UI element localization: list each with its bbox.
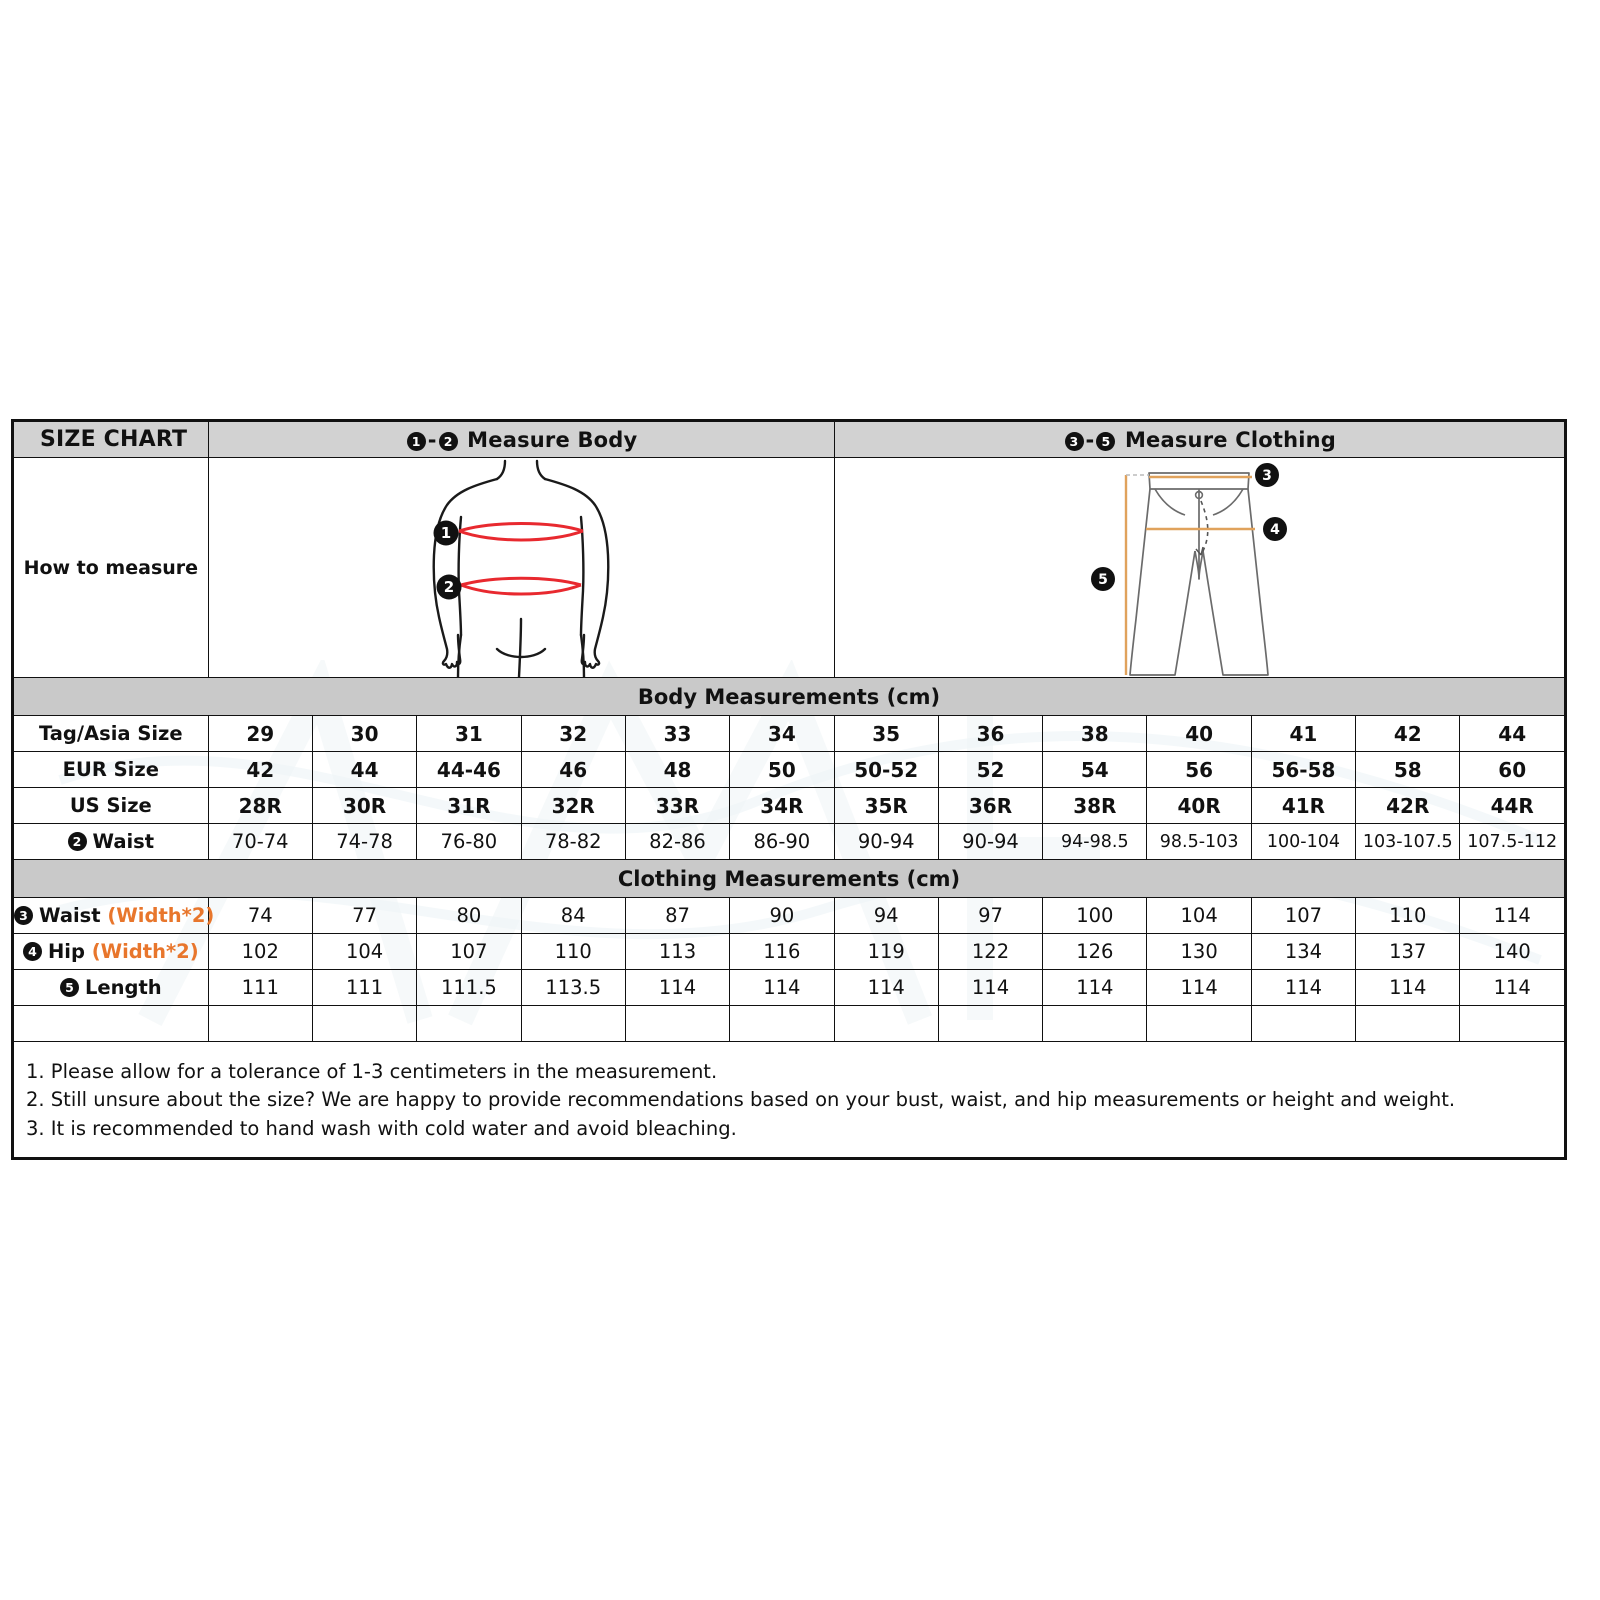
cell: 41R — [1251, 788, 1355, 824]
cell: 32 — [521, 716, 625, 752]
cell: 42 — [1356, 716, 1460, 752]
cell: 100-104 — [1251, 824, 1355, 860]
cell: 94 — [834, 898, 938, 934]
cell: 114 — [1147, 970, 1251, 1006]
table-header-row — [14, 422, 1565, 458]
cell: 87 — [625, 898, 729, 934]
cell: 56-58 — [1251, 752, 1355, 788]
measure-clothing-label: Measure Clothing — [1124, 427, 1337, 452]
cell: 31 — [417, 716, 521, 752]
cell: 78-82 — [521, 824, 625, 860]
cell: 33 — [625, 716, 729, 752]
marker-1-icon: 1 — [407, 432, 426, 451]
cell: 44-46 — [417, 752, 521, 788]
measure-clothing-header — [834, 422, 1564, 458]
svg-text:1: 1 — [440, 523, 452, 542]
cell — [521, 1006, 625, 1042]
cell: 35R — [834, 788, 938, 824]
cell: 42 — [208, 752, 312, 788]
cell — [1043, 1006, 1147, 1042]
row-label-us-size: US Size — [14, 788, 209, 824]
cell — [14, 1006, 209, 1042]
size-chart-table-wrapper — [11, 419, 1567, 1160]
row-label-text: Waist — [39, 904, 101, 927]
cell — [730, 1006, 834, 1042]
row-label-tag-asia-size: Tag/Asia Size — [14, 716, 209, 752]
pants-figure-icon — [1089, 459, 1309, 677]
cell: 41 — [1251, 716, 1355, 752]
clothing-measurements-section-header — [14, 860, 1565, 898]
row-label-clothing-waist — [14, 898, 215, 934]
cell: 58 — [1356, 752, 1460, 788]
note-item: 2. Still unsure about the size? We are happy to provide recommendations based on your bust, waist, and hip measurements or height and weight. — [26, 1088, 1456, 1112]
cell: 46 — [521, 752, 625, 788]
size-chart-title: SIZE CHART — [14, 422, 209, 458]
dash-separator-2: - — [1085, 427, 1095, 452]
body-figure-icon — [401, 459, 641, 677]
cell: 104 — [312, 934, 416, 970]
cell: 30 — [312, 716, 416, 752]
body-marker-1-icon — [434, 520, 459, 545]
measure-body-header — [208, 422, 834, 458]
cell: 50 — [730, 752, 834, 788]
cell: 107 — [1251, 898, 1355, 934]
row-label-suffix: (Width*2) — [107, 904, 215, 927]
cell: 114 — [730, 970, 834, 1006]
cell — [417, 1006, 521, 1042]
cell: 97 — [938, 898, 1042, 934]
cell: 82-86 — [625, 824, 729, 860]
cell: 50-52 — [834, 752, 938, 788]
cell: 90 — [730, 898, 834, 934]
cell: 86-90 — [730, 824, 834, 860]
cell: 113 — [625, 934, 729, 970]
cell — [834, 1006, 938, 1042]
cell: 114 — [1460, 898, 1565, 934]
cell: 114 — [1356, 970, 1460, 1006]
row-label-eur-size: EUR Size — [14, 752, 209, 788]
clothing-illustration-cell — [834, 458, 1564, 678]
cell: 114 — [1251, 970, 1355, 1006]
cell: 40R — [1147, 788, 1251, 824]
table-row — [14, 934, 1565, 970]
cell: 74 — [208, 898, 312, 934]
cell: 137 — [1356, 934, 1460, 970]
cell: 111 — [208, 970, 312, 1006]
cell: 130 — [1147, 934, 1251, 970]
cell — [1251, 1006, 1355, 1042]
cell: 100 — [1043, 898, 1147, 934]
cell: 34 — [730, 716, 834, 752]
how-to-measure-label: How to measure — [14, 458, 209, 678]
table-row — [14, 898, 1565, 934]
cell: 44 — [312, 752, 416, 788]
cell: 56 — [1147, 752, 1251, 788]
cell: 36 — [938, 716, 1042, 752]
cell: 107 — [417, 934, 521, 970]
body-illustration-cell — [208, 458, 834, 678]
cell: 38R — [1043, 788, 1147, 824]
cell: 40 — [1147, 716, 1251, 752]
cell — [312, 1006, 416, 1042]
cell: 111 — [312, 970, 416, 1006]
marker-4-icon: 4 — [23, 942, 42, 961]
cell: 126 — [1043, 934, 1147, 970]
table-row — [14, 752, 1565, 788]
cell: 74-78 — [312, 824, 416, 860]
marker-2-icon: 2 — [68, 832, 87, 851]
cell — [1147, 1006, 1251, 1042]
row-label-text: Hip — [47, 940, 85, 963]
cell: 28R — [208, 788, 312, 824]
cell: 140 — [1460, 934, 1565, 970]
table-row — [14, 824, 1565, 860]
row-label-body-waist — [14, 824, 209, 860]
cell: 48 — [625, 752, 729, 788]
cell: 33R — [625, 788, 729, 824]
row-label-suffix: (Width*2) — [91, 940, 199, 963]
cell: 77 — [312, 898, 416, 934]
marker-3-icon: 3 — [14, 906, 33, 925]
row-label-text: Waist — [92, 830, 155, 853]
cell: 36R — [938, 788, 1042, 824]
cell: 44 — [1460, 716, 1565, 752]
cell: 110 — [1356, 898, 1460, 934]
cell — [208, 1006, 312, 1042]
pants-marker-5-icon — [1091, 567, 1115, 591]
cell: 114 — [1043, 970, 1147, 1006]
size-chart-table — [13, 421, 1565, 1042]
cell: 134 — [1251, 934, 1355, 970]
svg-text:4: 4 — [1270, 521, 1281, 538]
cell: 114 — [1460, 970, 1565, 1006]
svg-text:3: 3 — [1262, 467, 1273, 484]
table-row — [14, 970, 1565, 1006]
cell: 103-107.5 — [1356, 824, 1460, 860]
cell: 94-98.5 — [1043, 824, 1147, 860]
cell: 113.5 — [521, 970, 625, 1006]
cell — [1460, 1006, 1565, 1042]
notes-block — [13, 1042, 1565, 1158]
marker-5-icon: 5 — [1096, 432, 1115, 451]
cell — [938, 1006, 1042, 1042]
cell: 122 — [938, 934, 1042, 970]
marker-5-icon: 5 — [60, 978, 79, 997]
cell: 31R — [417, 788, 521, 824]
cell: 111.5 — [417, 970, 521, 1006]
cell: 30R — [312, 788, 416, 824]
note-item: 3. It is recommended to hand wash with cold water and avoid bleaching. — [26, 1116, 737, 1140]
cell: 54 — [1043, 752, 1147, 788]
marker-2-icon: 2 — [439, 432, 458, 451]
note-item: 1. Please allow for a tolerance of 1-3 centimeters in the measurement. — [26, 1060, 718, 1083]
body-marker-2-icon — [437, 574, 462, 599]
pants-marker-3-icon — [1255, 463, 1279, 487]
table-row — [14, 788, 1565, 824]
cell: 84 — [521, 898, 625, 934]
body-measurements-label: Body Measurements (cm) — [14, 678, 1565, 716]
cell: 52 — [938, 752, 1042, 788]
cell — [1356, 1006, 1460, 1042]
cell: 116 — [730, 934, 834, 970]
pants-marker-4-icon — [1263, 517, 1287, 541]
row-label-clothing-length — [14, 970, 209, 1006]
cell: 114 — [625, 970, 729, 1006]
illustration-row — [14, 458, 1565, 678]
cell: 35 — [834, 716, 938, 752]
cell: 90-94 — [834, 824, 938, 860]
cell: 70-74 — [208, 824, 312, 860]
row-label-clothing-hip — [14, 934, 209, 970]
cell: 90-94 — [938, 824, 1042, 860]
cell: 98.5-103 — [1147, 824, 1251, 860]
cell: 104 — [1147, 898, 1251, 934]
cell: 60 — [1460, 752, 1565, 788]
cell: 114 — [938, 970, 1042, 1006]
clothing-measurements-label: Clothing Measurements (cm) — [14, 860, 1565, 898]
dash-separator: - — [427, 427, 437, 452]
cell: 42R — [1356, 788, 1460, 824]
cell: 34R — [730, 788, 834, 824]
cell: 32R — [521, 788, 625, 824]
svg-text:2: 2 — [443, 577, 455, 596]
cell: 80 — [417, 898, 521, 934]
table-row — [14, 716, 1565, 752]
cell: 44R — [1460, 788, 1565, 824]
cell: 29 — [208, 716, 312, 752]
cell: 76-80 — [417, 824, 521, 860]
svg-text:5: 5 — [1098, 571, 1109, 588]
table-spacer-row — [14, 1006, 1565, 1042]
cell — [625, 1006, 729, 1042]
row-label-text: Length — [84, 976, 162, 999]
cell: 114 — [834, 970, 938, 1006]
body-measurements-section-header — [14, 678, 1565, 716]
cell: 102 — [208, 934, 312, 970]
marker-3-icon: 3 — [1065, 432, 1084, 451]
cell: 107.5-112 — [1460, 824, 1565, 860]
cell: 38 — [1043, 716, 1147, 752]
cell: 110 — [521, 934, 625, 970]
measure-body-label: Measure Body — [467, 427, 638, 452]
cell: 119 — [834, 934, 938, 970]
